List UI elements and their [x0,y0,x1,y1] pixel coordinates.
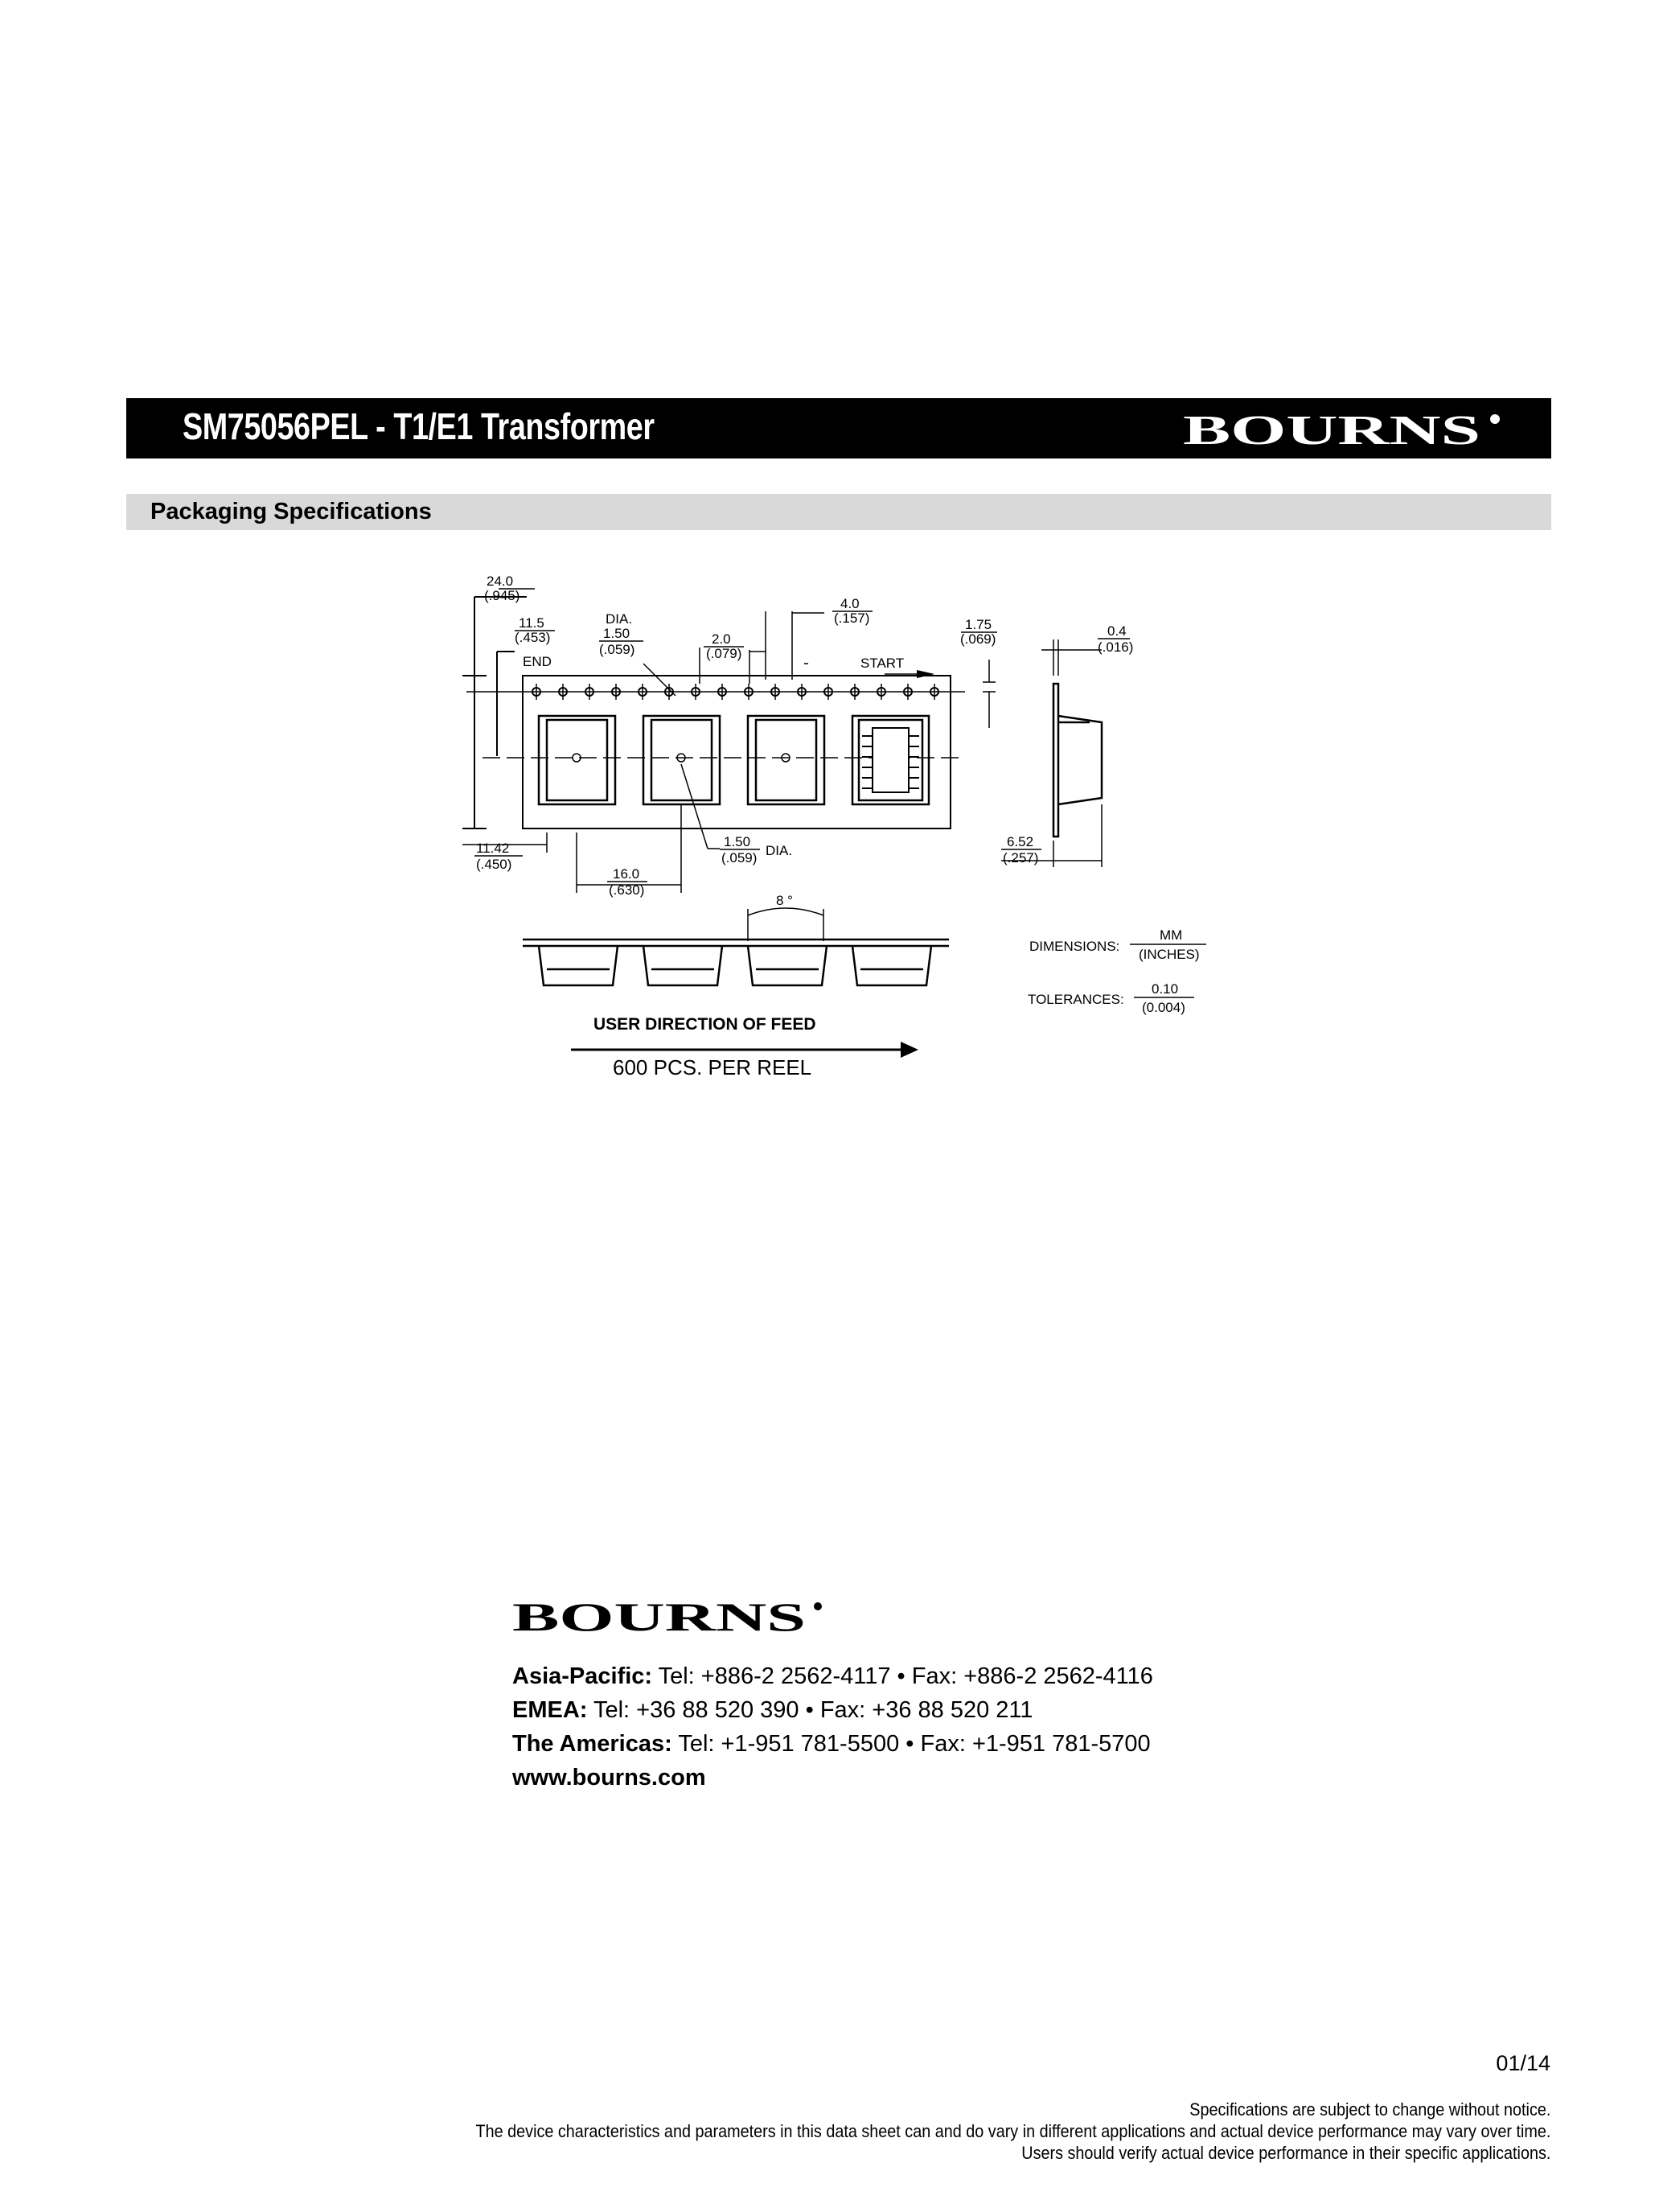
svg-text:BOURNS: BOURNS [1183,409,1480,450]
svg-text:(0.004): (0.004) [1142,1000,1185,1015]
svg-text:(.453): (.453) [515,630,551,645]
svg-text:11.5: 11.5 [519,615,544,631]
title-bar [126,398,1551,458]
disclaimer-line-3: Users should verify actual device performance in their specific applications. [1020,2143,1550,2163]
contact-emea: EMEA: Tel: +36 88 520 390 • Fax: +36 88 520 211 [512,1697,1033,1723]
svg-text:0.4: 0.4 [1107,623,1127,639]
svg-text:MM: MM [1160,927,1183,943]
svg-text:24.0: 24.0 [487,574,514,589]
svg-text:0.10: 0.10 [1152,981,1179,997]
revision-date: 01/14 [1496,2051,1550,2075]
svg-text:(.157): (.157) [834,611,870,626]
contact-americas: The Americas: Tel: +1-951 781-5500 • Fax: +1-951 781-5700 [512,1731,1151,1757]
svg-text:USER DIRECTION OF FEED: USER DIRECTION OF FEED [593,1015,816,1034]
svg-text:1.75: 1.75 [965,617,992,632]
svg-text:(.059): (.059) [599,642,635,657]
svg-text:START: START [860,656,905,671]
svg-text:11.42: 11.42 [476,841,510,856]
svg-text:DIMENSIONS:: DIMENSIONS: [1029,939,1120,954]
section-header [126,494,1551,530]
website-link[interactable]: www.bourns.com [512,1765,706,1791]
svg-text:(.069): (.069) [960,631,996,647]
svg-text:(.630): (.630) [609,882,645,898]
svg-text:6.52: 6.52 [1007,834,1034,849]
svg-text:(.257): (.257) [1003,850,1039,865]
svg-text:DIA.: DIA. [766,843,793,858]
svg-text:END: END [523,654,552,669]
bourns-logo [512,1597,826,1635]
svg-text:(.079): (.079) [706,646,742,661]
svg-text:16.0: 16.0 [613,866,640,882]
contact-asia: Asia-Pacific: Tel: +886-2 2562-4117 • Fax: +886-2 2562-4116 [512,1663,1153,1689]
svg-text:2.0: 2.0 [712,631,731,647]
svg-text:8 °: 8 ° [776,893,793,908]
svg-text:TOLERANCES:: TOLERANCES: [1028,992,1124,1007]
packaging-drawing [434,563,1238,1078]
section-title: Packaging Specifications [150,499,432,524]
svg-text:1.50: 1.50 [724,834,751,849]
svg-text:DIA.: DIA. [606,611,633,627]
svg-text:(.016): (.016) [1098,639,1134,655]
contact-block [512,1597,1153,1795]
svg-text:4.0: 4.0 [840,596,860,611]
svg-text:BOURNS: BOURNS [512,1597,806,1635]
disclaimer-line-2: The device characteristics and parameters in this data sheet can and do vary in different applications and actual device performance may vary over time. [475,2121,1550,2141]
footer [356,2051,1550,2164]
document-title: SM75056PEL - T1/E1 Transformer [183,405,655,447]
svg-text:1.50: 1.50 [603,626,630,641]
svg-text:(.450): (.450) [476,857,512,872]
svg-text:(.059): (.059) [721,850,758,865]
svg-text:600 PCS. PER REEL: 600 PCS. PER REEL [613,1055,812,1078]
svg-text:(.945): (.945) [484,588,520,603]
disclaimer-line-1: Specifications are subject to change without notice. [1189,2099,1550,2119]
svg-text:(INCHES): (INCHES) [1139,947,1200,962]
bourns-logo [1183,409,1505,450]
